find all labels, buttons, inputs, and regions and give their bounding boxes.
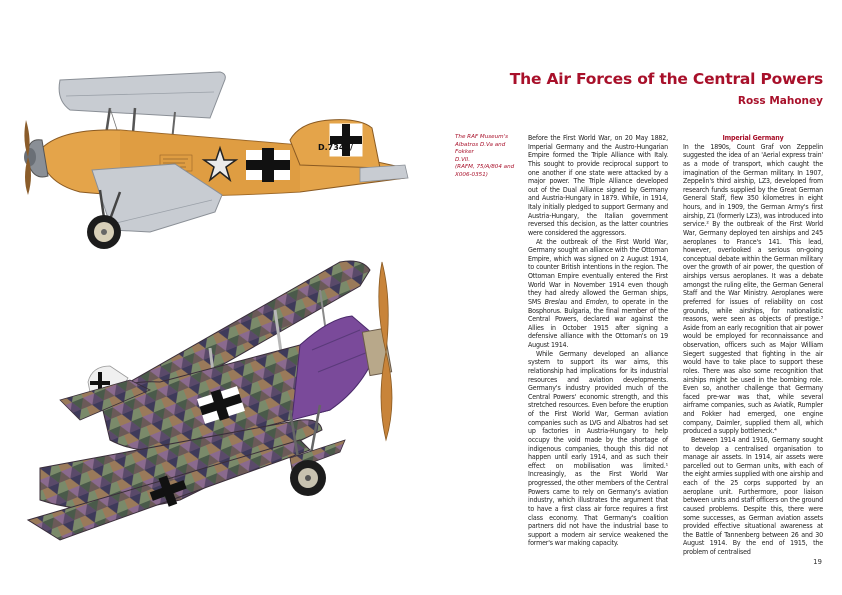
albatros-dva-photo	[24, 72, 408, 249]
paragraph: In the 1890s, Count Graf von Zeppelin suggested the idea of an 'Aerial express train' as a mode of transport, which caught the imagination of the German military. In 1907, Zeppelin's third airship, LZ3, developed from research funds supplied by the Great German General Staff, flew 350 kilometres in eight hours, and in 1909, the German Army's first airship, Z1 (formerly LZ3), was introduced into service.² By the outbreak of the First World War, Germany deployed ten airships and 245 aeroplanes to France's 141. This lead, however, overlooked a serious on-going conceptual debate within the German military over the growth of air power, the question of airships versus aeroplanes. It was a debate amongst the ruling elite, the German General Staff and the War Ministry. Aeroplanes were preferred for issues of reliability on cost grounds, while airships, for nationalistic reasons, were seen as objects of prestige.³ Aside from an early recognition that air power would be employed for reconnaissance and observation, officers such as Major William Siegert suggested that fighting in the air would have to take place to support these roles. There was also some recognition that airships might be used in the bombing role. Even so, another challenge that Germany faced pre-war was that, while several airframe companies, such as Aviatik, Rumpler and Fokker had emerged, one engine company, Daimler, supplied them all, which produced a supply bottleneck.⁴	[683, 142, 824, 436]
article-author: Ross Mahoney	[737, 95, 823, 107]
caption-line: (RAFM, 75/A/804 and	[455, 164, 515, 171]
paragraph: While Germany developed an alliance system to support its war aims, this relationship had implications for its industrial resources and aviation developments. Germany's industry provided much of the Central Powers' economic strength, and this stretched resources. Even before the eruption of the First World War, German aviation companies such as LVG and Albatros had set up factories in Austria-Hungary to help occupy the void made by the shortage of indigenous companies, though this did not happen until early 1914, and as such their effect on mobilisation was limited.¹ Increasingly, as the First World War progressed, the other members of the Central Powers came to rely on Germany's aviation industry, which illustrates the argument that to have a first class air force requires a first class economy. That Germany's coalition partners did not have the industrial base to support a modern air service weakened the former's war making capacity.	[528, 349, 668, 548]
caption-line: X006-0351)	[455, 171, 488, 178]
caption-line: D.VII.	[455, 156, 470, 163]
ship-name: Breslau	[544, 297, 568, 306]
ship-name: Emden	[585, 297, 607, 306]
photo-caption	[455, 134, 521, 180]
body-column-right	[683, 134, 823, 557]
caption-line: Albatros D.Va and Fokker	[455, 141, 506, 156]
body-column-left	[528, 134, 668, 548]
fokker-dvii-photo	[28, 261, 392, 540]
albatros-serial: D.7343/	[318, 143, 353, 152]
paragraph: Before the First World War, on 20 May 1882, Imperial Germany and the Austro-Hungarian Empire formed the Triple Alliance with Italy. This sought to provide reciprocal support to one another if one state were attacked by a major power. The Triple Alliance developed out of the Dual Alliance signed by Germany and Austria-Hungary in 1879. While, in 1914, Italy initially pledged to support Germany and Austria-Hungary, the Italian government reversed this decision, as the latter countries were considered the aggressors.	[528, 134, 668, 237]
paragraph-text: , to operate in the Bosphorus. Bulgaria, the final member of the Central Powers, declared war against the Allies in October 1915 after signing a defensive alliance with the Ottoman's on 19 August 1914.	[528, 297, 668, 349]
paragraph-text: At the outbreak of the First World War, Germany sought an alliance with the Ottoman Empire, which was signed on 2 August 1914, to counter British intentions in the region. The Ottoman Empire eventually entered the First World War in November 1914 even though they had alredy allowed the German ships, SMS	[528, 237, 668, 306]
caption-line: The RAF Museum's	[455, 134, 509, 140]
paragraph-text: and	[567, 297, 586, 306]
article-title: The Air Forces of the Central Powers	[509, 70, 823, 88]
page-number: 19	[813, 558, 822, 566]
section-heading: Imperial Germany	[722, 134, 784, 142]
paragraph	[528, 238, 668, 350]
paragraph: Between 1914 and 1916, Germany sought to develop a centralised organisation to manage air assets. In 1914, air assets were parcelled out to German units, with each of the eight armies supplied with one airship and each of the 25 corps supported by an aeroplane unit. Furthermore, poor liaison between units and staff officers on the ground caused problems. Despite this, there were some successes, as German aviation assets provided effective situational awareness at the Battle of Tannenberg between 26 and 30 August 1914. By the end of 1915, the problem of centralised	[683, 435, 823, 556]
